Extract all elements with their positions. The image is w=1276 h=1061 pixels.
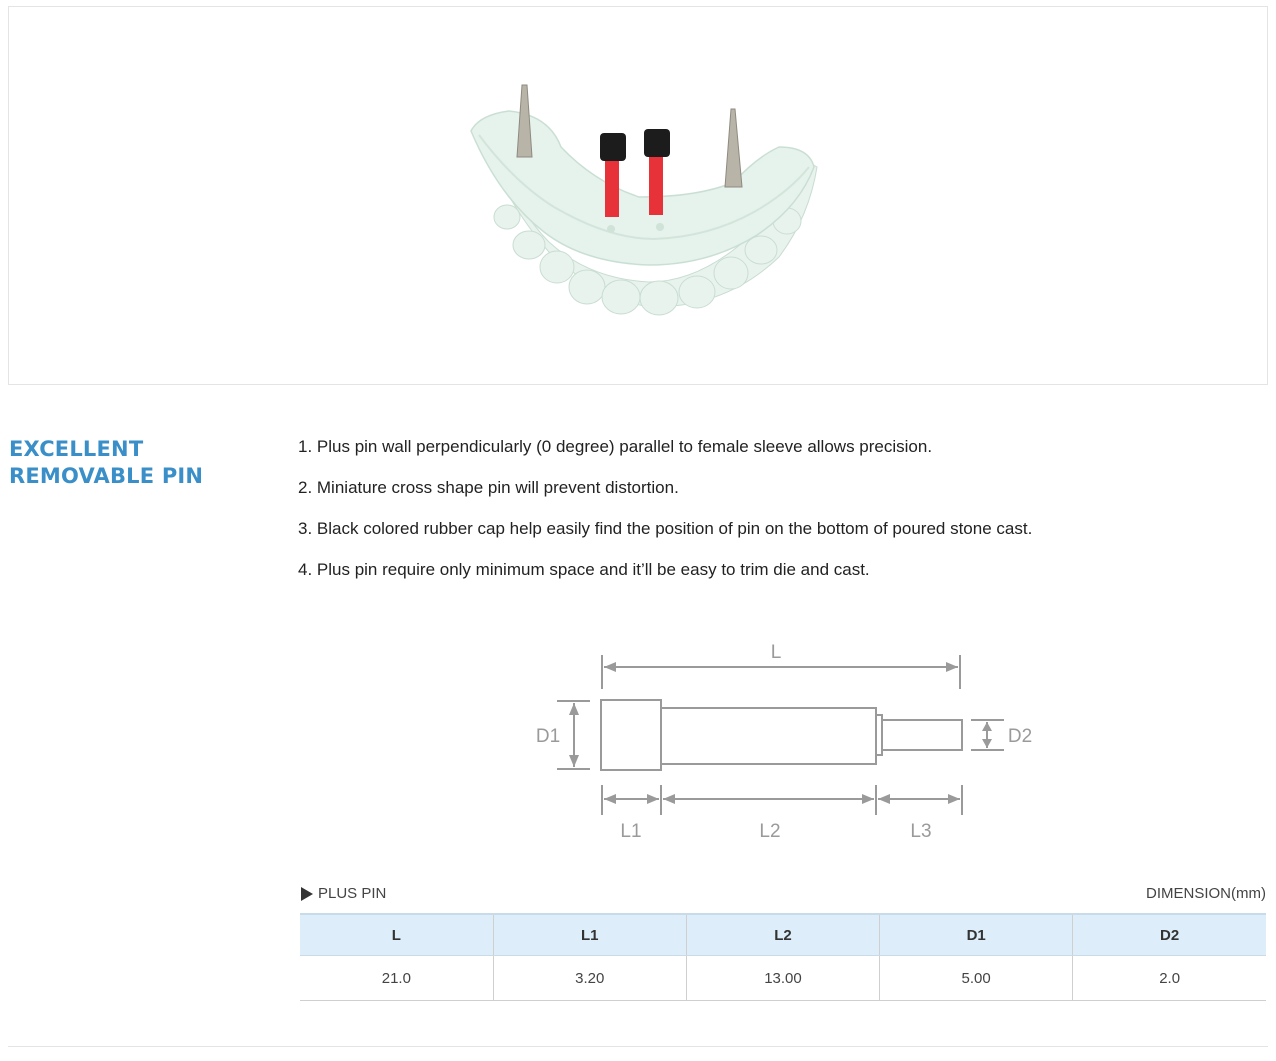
label-D2: D2 <box>1007 726 1033 747</box>
column-header: D2 <box>1073 914 1266 956</box>
feature-list <box>298 436 1032 600</box>
column-header: L1 <box>493 914 686 956</box>
column-header: D1 <box>880 914 1073 956</box>
dimension-table <box>300 913 1266 1001</box>
table-caption <box>301 885 386 902</box>
column-header: L <box>300 914 493 956</box>
label-L1: L1 <box>620 821 642 842</box>
table-caption-label: PLUS PIN <box>318 885 387 902</box>
column-header: L2 <box>686 914 879 956</box>
section-title-line1: EXCELLENT <box>9 437 144 461</box>
feature-item: 4. Plus pin require only minimum space and it’ll be easy to trim die and cast. <box>298 560 870 579</box>
pin-dimension-diagram <box>520 635 1060 845</box>
play-triangle-icon <box>301 887 313 901</box>
table-header-row <box>300 914 1266 956</box>
product-photo-frame <box>8 6 1268 385</box>
feature-item: 3. Black colored rubber cap help easily find the position of pin on the bottom of poured stone cast. <box>298 519 1033 538</box>
section-title-line2: REMOVABLE PIN <box>9 464 204 488</box>
label-L3: L3 <box>910 821 932 842</box>
feature-item: 1. Plus pin wall perpendicularly (0 degree) parallel to female sleeve allows precision. <box>298 437 933 456</box>
label-L2: L2 <box>759 821 781 842</box>
dental-cast-image <box>9 7 1267 384</box>
table-cell: 13.00 <box>686 956 879 1001</box>
table-cell: 3.20 <box>493 956 686 1001</box>
table-unit-label: DIMENSION(mm) <box>1146 885 1266 902</box>
bottom-divider <box>8 1046 1268 1047</box>
table-row <box>300 956 1266 1001</box>
section-title <box>9 436 203 490</box>
label-D1: D1 <box>535 726 561 747</box>
label-L: L <box>770 642 782 663</box>
table-cell: 2.0 <box>1073 956 1266 1001</box>
feature-item: 2. Miniature cross shape pin will prevent distortion. <box>298 478 679 497</box>
table-cell: 5.00 <box>880 956 1073 1001</box>
table-cell: 21.0 <box>300 956 493 1001</box>
